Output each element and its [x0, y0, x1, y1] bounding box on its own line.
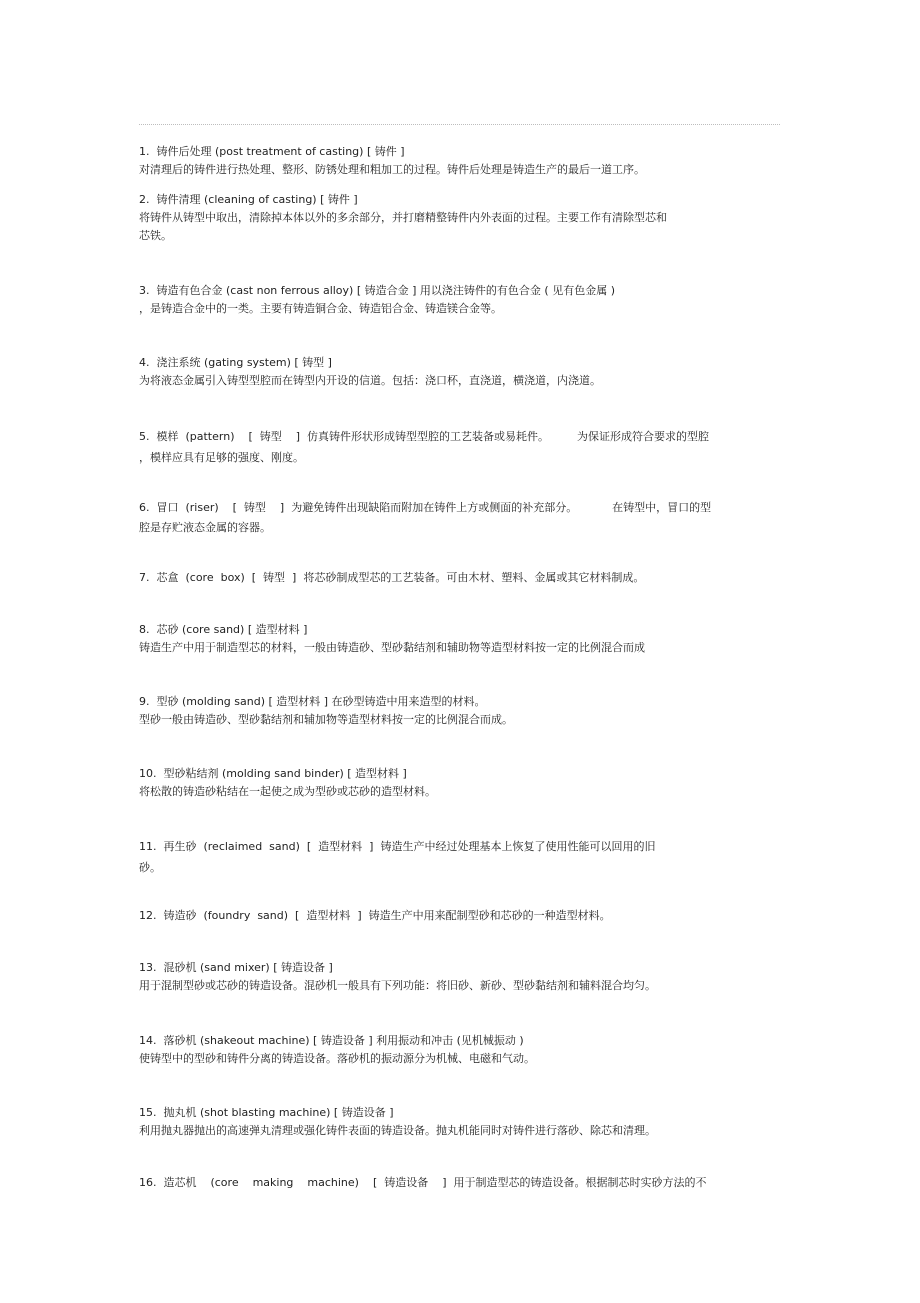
entry-title: 9. 型砂 (molding sand) [ 造型材料 ] 在砂型铸造中用来造型的材料。 — [139, 695, 486, 708]
entry-text: ，是铸造合金中的一类。主要有铸造铜合金、铸造铝合金、铸造镁合金等。 — [139, 302, 502, 315]
entry-5 — [139, 424, 779, 467]
entry-8 — [139, 621, 779, 657]
entry-9 — [139, 693, 779, 729]
entry-title: 13. 混砂机 (sand mixer) [ 铸造设备 ] — [139, 961, 333, 974]
entry-title: 7. 芯盒 (core box) [ 铸型 ] 将芯砂制成型芯的工艺装备。可由木材、塑料、金属或其它材料制成。 — [139, 571, 645, 584]
entry-title: 15. 抛丸机 (shot blasting machine) [ 铸造设备 ] — [139, 1106, 394, 1119]
entry-text: 用于混制型砂或芯砂的铸造设备。混砂机一般具有下列功能：将旧砂、新砂、型砂黏结剂和辅料混合均匀。 — [139, 979, 656, 992]
entry-title: 6. 冒口 (riser) [ 铸型 ] 为避免铸件出现缺陷而附加在铸件上方或侧面的补充部分。 在铸型中，冒口的型 — [139, 501, 712, 514]
entry-11 — [139, 835, 779, 877]
entry-title: 11. 再生砂 (reclaimed sand) [ 造型材料 ] 铸造生产中经过处理基本上恢复了使用性能可以回用的旧 — [139, 840, 656, 853]
entry-text: 型砂一般由铸造砂、型砂黏结剂和辅加物等造型材料按一定的比例混合而成。 — [139, 713, 513, 726]
entry-title: 4. 浇注系统 (gating system) [ 铸型 ] — [139, 356, 332, 369]
entry-title: 16. 造芯机 (core making machine) [ 铸造设备 ] 用于制造型芯的铸造设备。根据制芯时实砂方法的不 — [139, 1176, 707, 1189]
entry-text: 芯铁。 — [139, 229, 172, 242]
entry-text: 铸造生产中用于制造型芯的材料，一般由铸造砂、型砂黏结剂和辅助物等造型材料按一定的比例混合而成 — [139, 641, 645, 654]
entry-3 — [139, 282, 779, 318]
entry-title: 10. 型砂粘结剂 (molding sand binder) [ 造型材料 ] — [139, 767, 407, 780]
entry-6 — [139, 497, 779, 537]
entry-text: 将铸件从铸型中取出，清除掉本体以外的多余部分，并打磨精整铸件内外表面的过程。主要工作有清除型芯和 — [139, 211, 667, 224]
entry-text: 腔是存贮液态金属的容器。 — [139, 521, 271, 534]
entry-1 — [139, 143, 779, 179]
entry-14 — [139, 1032, 779, 1068]
entry-16 — [139, 1174, 779, 1192]
entry-title: 8. 芯砂 (core sand) [ 造型材料 ] — [139, 623, 308, 636]
entry-15 — [139, 1104, 779, 1140]
entry-title: 12. 铸造砂 (foundry sand) [ 造型材料 ] 铸造生产中用来配制型砂和芯砂的一种造型材料。 — [139, 909, 611, 922]
entry-title: 5. 模样 (pattern) [ 铸型 ] 仿真铸件形状形成铸型型腔的工艺装备或易耗件。 为保证形成符合要求的型腔 — [139, 430, 709, 443]
entry-2 — [139, 191, 779, 245]
entry-text: 使铸型中的型砂和铸件分离的铸造设备。落砂机的振动源分为机械、电磁和气动。 — [139, 1052, 535, 1065]
header-divider — [139, 124, 780, 125]
entry-text: 砂。 — [139, 861, 161, 874]
entry-text: 为将液态金属引入铸型型腔而在铸型内开设的信道。包括：浇口杯，直浇道，横浇道，内浇道。 — [139, 374, 601, 387]
entry-10 — [139, 765, 779, 801]
entry-7 — [139, 569, 779, 587]
entry-text: ，模样应具有足够的强度、刚度。 — [139, 451, 304, 464]
entry-title: 1. 铸件后处理 (post treatment of casting) [ 铸件 ] — [139, 145, 405, 158]
entry-text: 对清理后的铸件进行热处理、整形、防锈处理和粗加工的过程。铸件后处理是铸造生产的最后一道工序。 — [139, 163, 645, 176]
entry-12 — [139, 907, 779, 925]
entry-text: 利用抛丸器抛出的高速弹丸清理或强化铸件表面的铸造设备。抛丸机能同时对铸件进行落砂、除芯和清理。 — [139, 1124, 656, 1137]
entry-title: 2. 铸件清理 (cleaning of casting) [ 铸件 ] — [139, 193, 358, 206]
entry-13 — [139, 959, 779, 995]
entry-title: 3. 铸造有色合金 (cast non ferrous alloy) [ 铸造合金 ] 用以浇注铸件的有色合金 ( 见有色金属 ) — [139, 284, 615, 297]
entry-title: 14. 落砂机 (shakeout machine) [ 铸造设备 ] 利用振动和冲击 (见机械振动 ) — [139, 1034, 524, 1047]
entry-text: 将松散的铸造砂粘结在一起使之成为型砂或芯砂的造型材料。 — [139, 785, 436, 798]
entry-4 — [139, 354, 779, 390]
